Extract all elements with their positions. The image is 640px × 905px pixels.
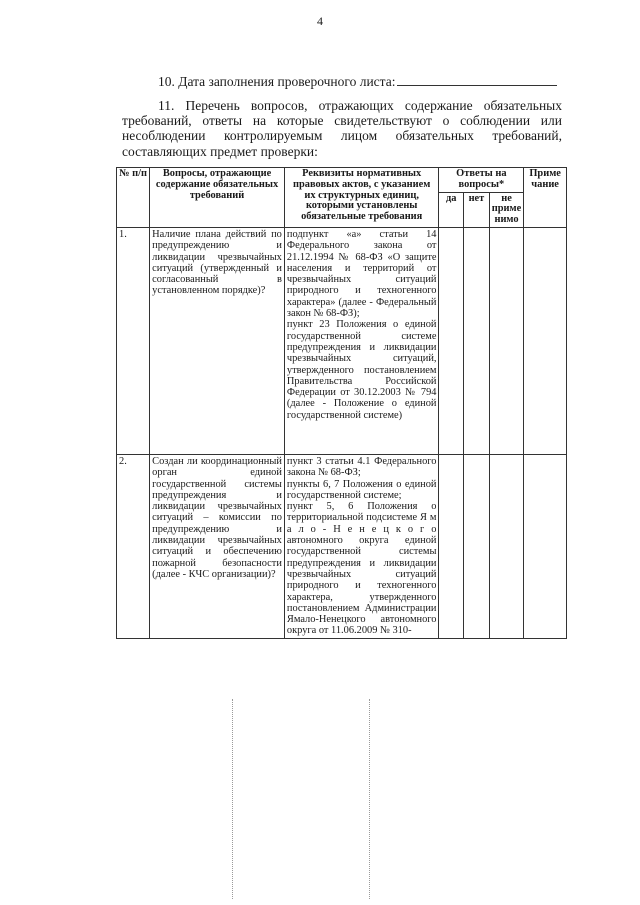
questions-intro: 11. Перечень вопросов, отражающих содержание обязательных требований, ответы на которые свидетельствуют о соблюдении или несоблюдении контролируемым лицом обязательных требований, составляющих предмет проверки:: [122, 98, 562, 159]
col-header-note: Приме чание: [524, 168, 567, 228]
note-cell[interactable]: [524, 454, 567, 638]
col-header-no: нет: [464, 192, 490, 227]
checklist-table: [116, 167, 567, 639]
row-question: Создан ли координационный орган единой государственной системы предупреждения и ликвидации чрезвычайных ситуаций – комиссии по предупреждению и ликвидации чрезвычайных ситуаций и обеспечению пожарной безопасности (далее - КЧС организации)?: [150, 454, 285, 638]
answer-na-cell[interactable]: [489, 227, 523, 454]
row-requisites: [284, 227, 439, 454]
requisite-item: пункты 6, 7 Положения о единой государственной системе;: [286, 478, 437, 501]
col-header-question: Вопросы, отражающие содержание обязательных требований: [150, 168, 285, 228]
table-continuation-lines: [116, 699, 567, 899]
answer-no-cell[interactable]: [464, 227, 490, 454]
col-header-answers: Ответы на вопросы*: [439, 168, 524, 193]
row-requisites: [284, 454, 439, 638]
col-header-number: № п/п: [117, 168, 150, 228]
col-header-yes: да: [439, 192, 464, 227]
requisite-item: подпункт «а» статьи 14 Федерального закона от 21.12.1994 № 68-ФЗ «О защите населения и территорий от чрезвычайных ситуаций природного и техногенного характера» (далее - Федеральный закон № 68-ФЗ);: [286, 228, 437, 320]
requisite-item: пункт 3 статьи 4.1 Федерального закона № 68-ФЗ;: [286, 455, 437, 479]
col-header-requisites: Реквизиты нормативных правовых актов, с указанием их структурных единиц, которыми установлены обязательные требования: [284, 168, 439, 228]
answer-yes-cell[interactable]: [439, 454, 464, 638]
continuation-line: [369, 699, 370, 899]
header-row: [117, 168, 567, 193]
page-number: 4: [317, 14, 323, 28]
answer-yes-cell[interactable]: [439, 227, 464, 454]
table-row: [117, 454, 567, 638]
fill-date-line: [158, 73, 557, 90]
fill-date-blank: [397, 73, 557, 86]
continuation-line: [232, 699, 233, 899]
requisite-item: пункт 23 Положения о единой государственной системе предупреждения и ликвидации чрезвычайных ситуаций, утвержденного постановлением Правительства Российской Федерации от 30.12.2003 № 794 (далее - Положение о единой государственной системе): [286, 319, 437, 421]
requisite-item: пункт 5, 6 Положения о территориальной подсистеме Я м а л о - Н е н е ц к о г о автономного округа единой государственной системы предупреждения и ликвидации чрезвычайных ситуаций природного и техногенного характера, утвержденного постановлением Администрации Ямало-Ненецкого автономного округа от 11.06.2009 № 310-: [286, 501, 437, 637]
row-number: 2.: [117, 454, 150, 638]
table-row: [117, 227, 567, 454]
fill-date-label: 10. Дата заполнения проверочного листа:: [158, 74, 396, 89]
row-question: Наличие плана действий по предупреждению и ликвидации чрезвычайных ситуаций (утвержденный и согласованный в установленном порядке)?: [150, 227, 285, 454]
answer-no-cell[interactable]: [464, 454, 490, 638]
note-cell[interactable]: [524, 227, 567, 454]
row-number: 1.: [117, 227, 150, 454]
col-header-not-applicable: не приме нимо: [489, 192, 523, 227]
answer-na-cell[interactable]: [489, 454, 523, 638]
